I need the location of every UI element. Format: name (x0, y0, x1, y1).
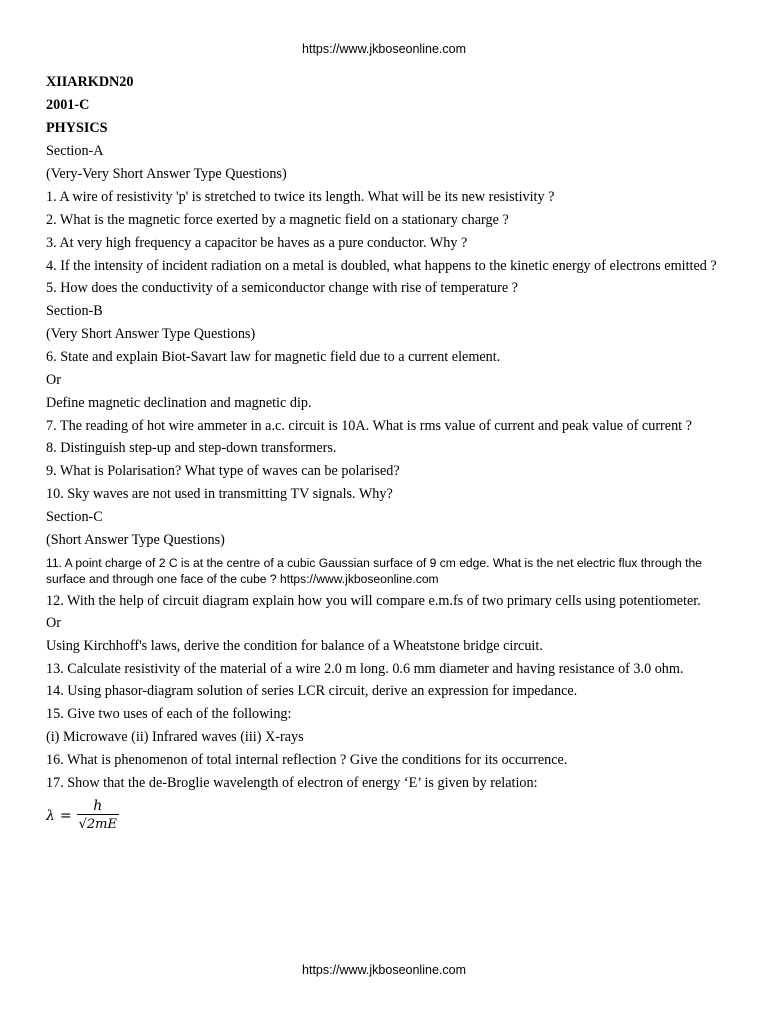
question-14: 14. Using phasor-diagram solution of series LCR circuit, derive an expression for impedance. (46, 683, 578, 699)
section-b-heading: Section-B (46, 303, 103, 319)
header-url: https://www.jkboseonline.com (302, 42, 466, 56)
question-paper (46, 74, 736, 834)
question-9: 9. What is Polarisation? What type of waves can be polarised? (46, 463, 400, 479)
formula-numerator: h (93, 798, 103, 814)
question-11: 11. A point charge of 2 C is at the centre of a cubic Gaussian surface of 9 cm edge. What is the net electric flux through the surface and through one face of the cube ? https://www.jkboseonline.com (46, 556, 702, 586)
section-a-type: (Very-Very Short Answer Type Questions) (46, 166, 287, 182)
question-16: 16. What is phenomenon of total internal reflection ? Give the conditions for its occurrence. (46, 752, 568, 768)
formula-denominator (77, 814, 119, 834)
footer-url: https://www.jkboseonline.com (302, 963, 466, 977)
question-15: 15. Give two uses of each of the following: (46, 706, 292, 722)
or-separator-1: Or (46, 372, 61, 388)
question-12: 12. With the help of circuit diagram explain how you will compare e.m.fs of two primary cells using potentiometer. (46, 593, 701, 609)
question-12-alternative: Using Kirchhoff's laws, derive the condition for balance of a Wheatstone bridge circuit. (46, 638, 543, 654)
question-8: 8. Distinguish step-up and step-down transformers. (46, 440, 337, 456)
section-c-heading: Section-C (46, 509, 103, 525)
question-6-alternative: Define magnetic declination and magnetic dip. (46, 395, 312, 411)
question-1: 1. A wire of resistivity 'p' is stretched to twice its length. What will be its new resistivity ? (46, 189, 555, 205)
question-4: 4. If the intensity of incident radiation on a metal is doubled, what happens to the kinetic energy of electrons emitted ? (46, 258, 717, 274)
question-5: 5. How does the conductivity of a semiconductor change with rise of temperature ? (46, 280, 518, 296)
formula-equals: = (59, 808, 72, 824)
section-b-type: (Very Short Answer Type Questions) (46, 326, 256, 342)
question-17: 17. Show that the de-Broglie wavelength of electron of energy ‘E’ is given by relation: (46, 775, 538, 791)
section-a-heading: Section-A (46, 143, 104, 159)
question-3: 3. At very high frequency a capacitor be haves as a pure conductor. Why ? (46, 235, 468, 251)
de-broglie-formula (46, 798, 736, 834)
formula-fraction (77, 798, 119, 834)
question-10: 10. Sky waves are not used in transmitting TV signals. Why? (46, 486, 393, 502)
square-root-symbol: √ (78, 817, 87, 832)
paper-subject: PHYSICS (46, 120, 108, 136)
question-7: 7. The reading of hot wire ammeter in a.c. circuit is 10A. What is rms value of current and peak value of current ? (46, 418, 692, 434)
formula-lhs: λ (46, 808, 55, 824)
formula-radicand: 2mE (86, 817, 117, 832)
paper-code: XIIARKDN20 (46, 74, 134, 90)
question-13: 13. Calculate resistivity of the material of a wire 2.0 m long. 0.6 mm diameter and having resistance of 3.0 ohm. (46, 661, 684, 677)
question-15-items: (i) Microwave (ii) Infrared waves (iii) X-rays (46, 729, 304, 745)
paper-year: 2001-C (46, 97, 90, 113)
or-separator-2: Or (46, 615, 61, 631)
question-2: 2. What is the magnetic force exerted by a magnetic field on a stationary charge ? (46, 212, 509, 228)
section-c-type: (Short Answer Type Questions) (46, 532, 225, 548)
question-6: 6. State and explain Biot-Savart law for magnetic field due to a current element. (46, 349, 501, 365)
